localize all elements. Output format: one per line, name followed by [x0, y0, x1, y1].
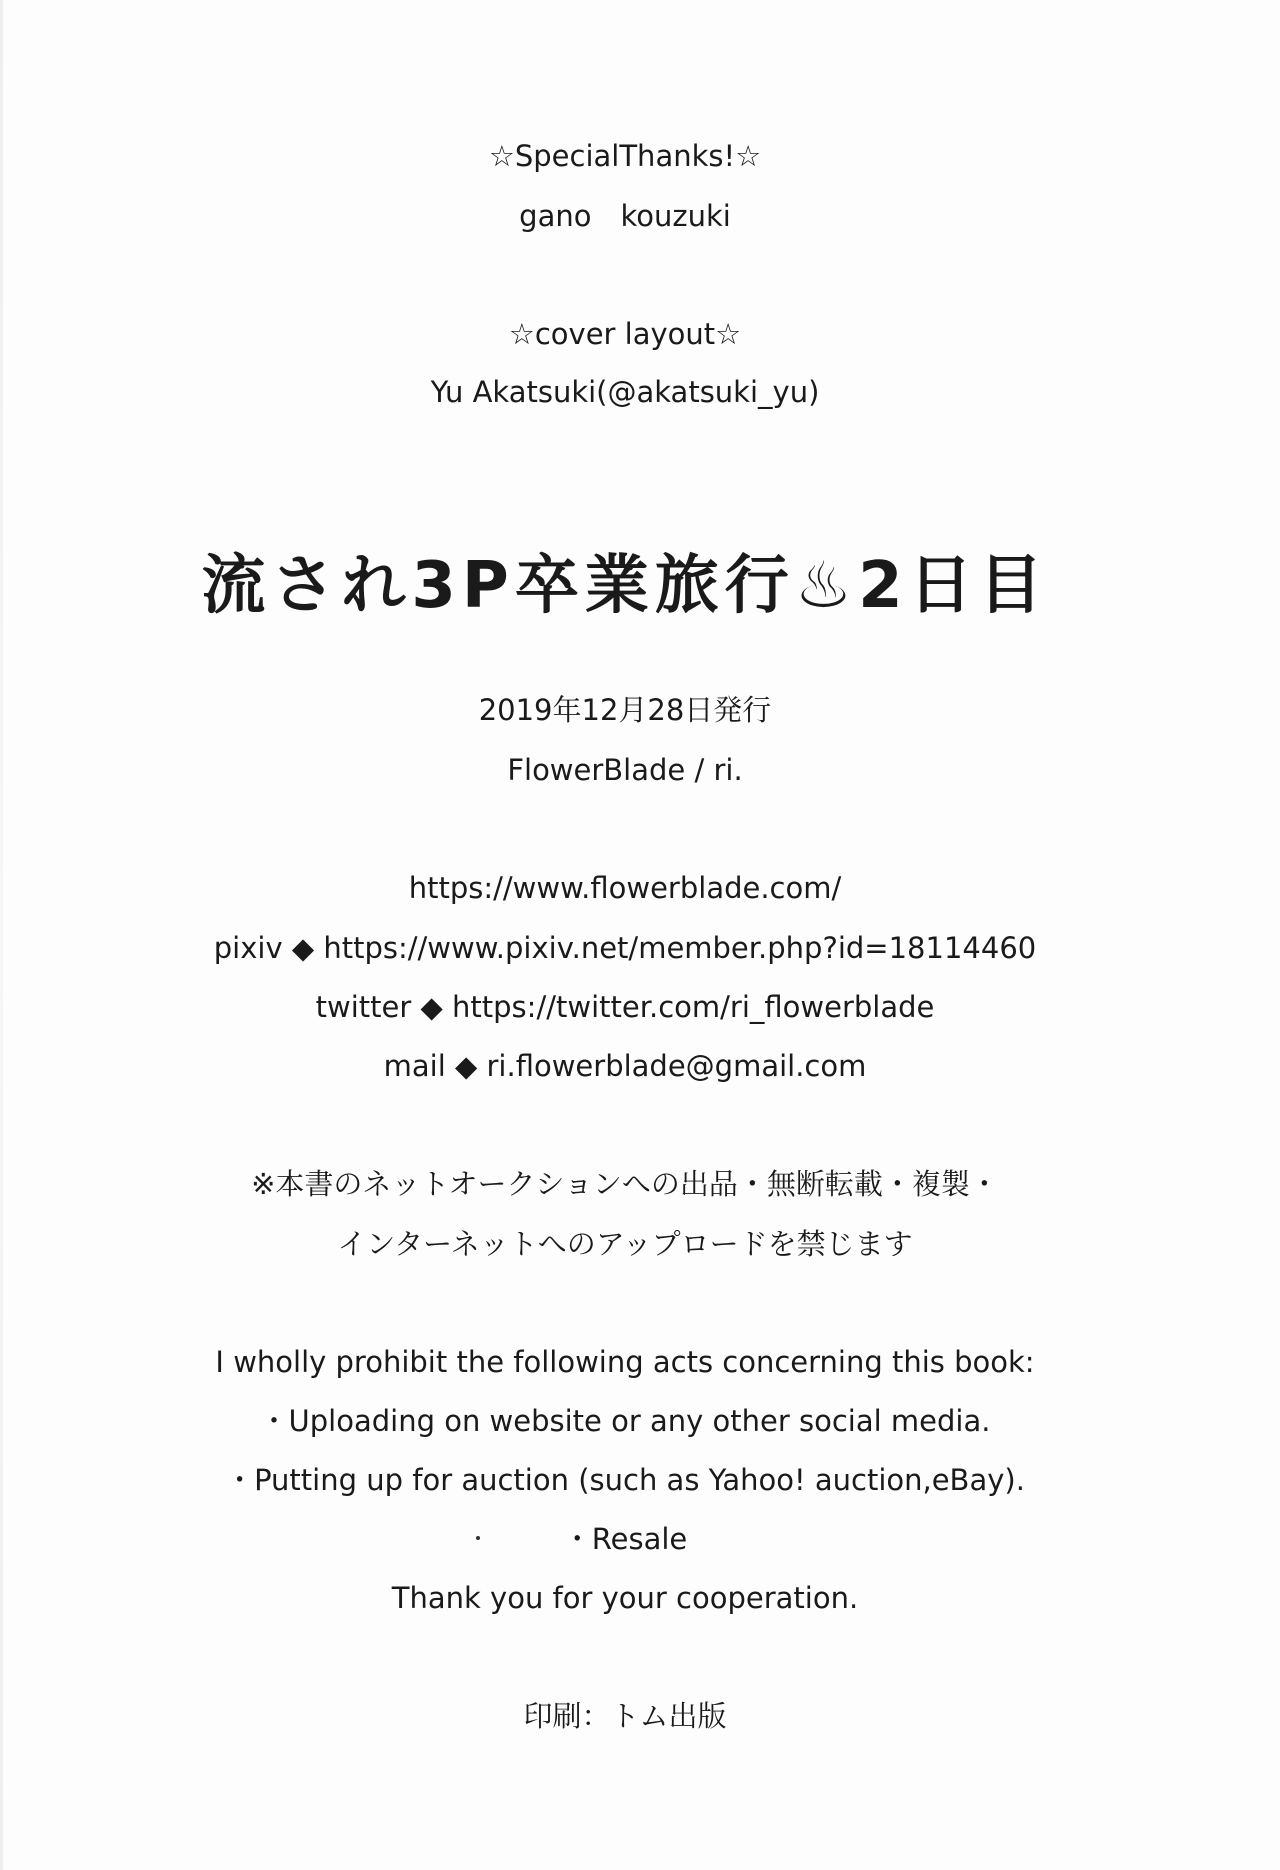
notice-jp-line1: ※本書のネットオークションへの出品・無断転載・複製・ — [251, 1167, 999, 1201]
cover-layout-name: Yu Akatsuki(@akatsuki_yu) — [430, 375, 820, 409]
notice-en-line4: ・Resale — [562, 1522, 688, 1556]
twitter-link: twitter ◆ https://twitter.com/ri_flowerblade — [315, 990, 935, 1024]
special-thanks-names: gano kouzuki — [519, 199, 731, 233]
issue-date: 2019年12月28日発行 — [478, 693, 772, 727]
publisher: FlowerBlade / ri. — [507, 753, 743, 787]
notice-en-line2: ・Uploading on website or any other social media. — [259, 1404, 991, 1438]
notice-en-line3: ・Putting up for auction (such as Yahoo! auction,eBay). — [225, 1463, 1025, 1497]
notice-en-line5: Thank you for your cooperation. — [391, 1581, 859, 1615]
pixiv-link: pixiv ◆ https://www.pixiv.net/member.php?id=18114460 — [213, 931, 1037, 965]
printer: 印刷：トム出版 — [523, 1699, 727, 1733]
notice-jp-line2: インターネットへのアップロードを禁じます — [337, 1227, 913, 1261]
website-link: https://www.flowerblade.com/ — [408, 871, 842, 905]
special-thanks-heading: ☆SpecialThanks!☆ — [488, 139, 762, 173]
cover-layout-heading: ☆cover layout☆ — [508, 317, 742, 351]
book-title: 流され3P卒業旅行♨2日目 — [201, 549, 1049, 623]
notice-en-line1: I wholly prohibit the following acts concerning this book: — [215, 1345, 1035, 1379]
mail-link: mail ◆ ri.flowerblade@gmail.com — [383, 1049, 867, 1083]
